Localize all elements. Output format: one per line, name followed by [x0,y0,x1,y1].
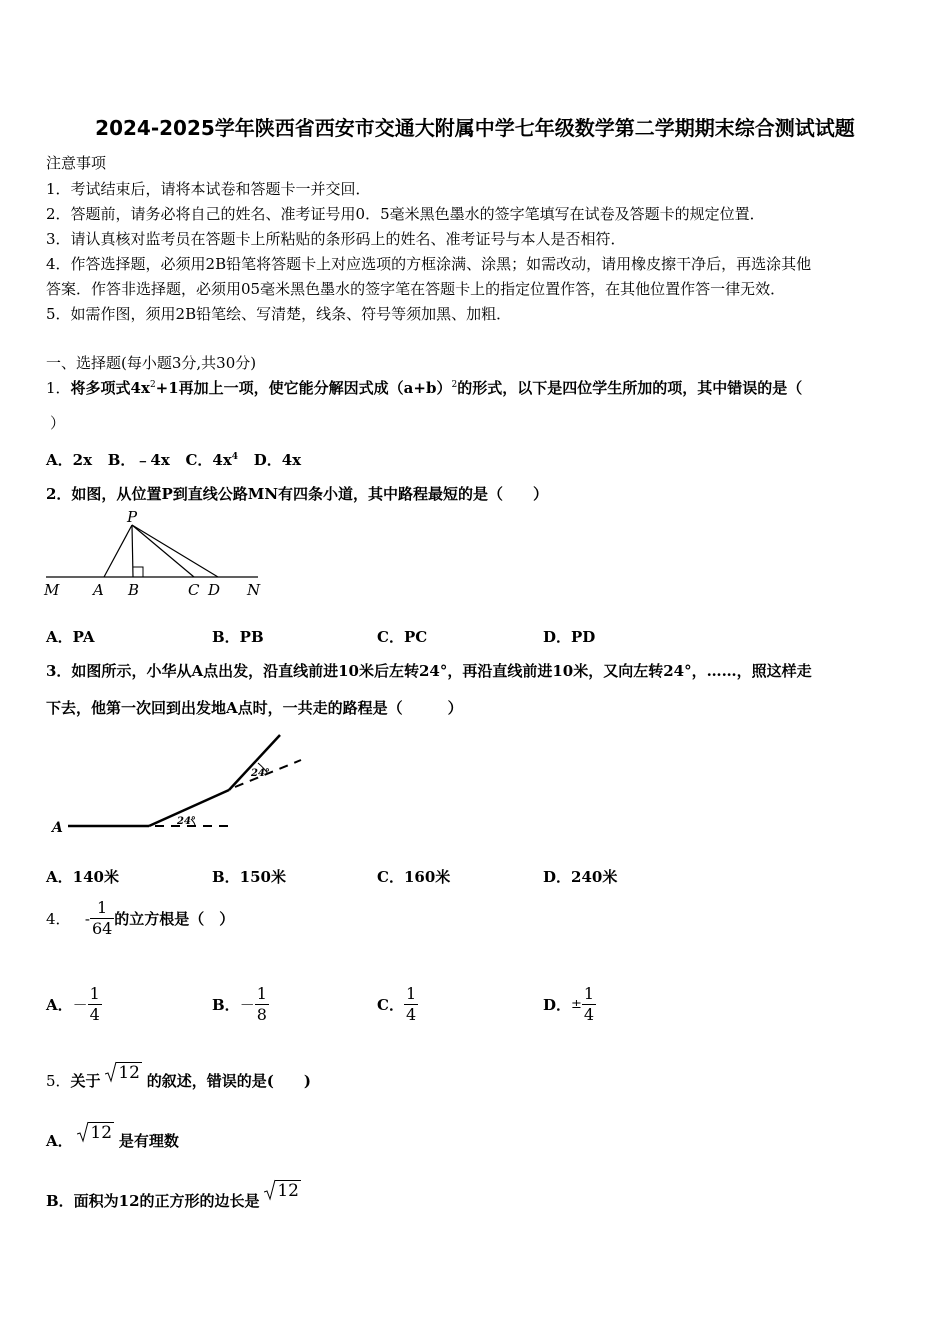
path-pb [132,525,133,577]
page-title: 2024-2025学年陕西省西安市交通大附属中学七年级数学第二学期期末综合测试试题 [95,116,855,140]
q4-fraction: $\frac{1}{64}$ [91,898,113,938]
q4-option-d[interactable]: D．± $\frac{1}{4}$ [543,984,595,1024]
q5-option-b[interactable]: B．面积为12的正方形的边长是 12 [46,1181,299,1210]
q4-option-a[interactable]: A．－ $\frac{1}{4}$ [46,984,100,1024]
path-pd [132,525,218,577]
question-2: 2．如图，从位置P到直线公路MN有四条小道，其中路程最短的是（ ） [46,485,549,503]
label-d: D [208,581,221,599]
label-b: B [128,581,140,599]
q1-text: +1再加上一项，使它能分解因式成（a+b） [155,379,452,397]
question-3-cont: 下去，他第一次回到出发地A点时，一共走的路程是（ ） [46,699,463,717]
q3-option-c[interactable]: C．160米 [377,868,451,886]
q5-option-a[interactable]: A． 12 是有理数 [46,1123,179,1150]
q4-neg: - [84,909,90,928]
notice-item: 2．答题前，请务必将自己的姓名、准考证号用0．5毫米黑色墨水的签字笔填写在试卷及答题卡的规定位置． [46,205,765,223]
question-4 [46,900,234,937]
q1-text: 将多项式4x [70,379,150,397]
label-a: A [93,581,104,599]
q2-figure [40,508,270,603]
label-p: P [127,508,138,526]
question-1 [46,377,802,398]
q1-close-paren: ） [50,414,66,432]
sqrt-12: 12 [264,1181,301,1201]
angle-label: 24° [177,816,196,827]
sqrt-12: 12 [77,1123,114,1143]
q5-text: 关于 [70,1072,101,1090]
q3-figure [45,728,315,840]
notice-heading: 注意事项 [46,154,107,172]
notice-item: 1．考试结束后，请将本试卷和答题卡一并交回． [46,180,371,198]
q1-text: 的形式，以下是四位学生所加的项，其中错误的是（ [457,379,803,397]
q3-option-d[interactable]: D．240米 [543,868,618,886]
q4-option-c[interactable]: C． $\frac{1}{4}$ [377,984,417,1024]
right-angle-mark [133,567,143,577]
label-n: N [247,581,261,599]
path-pa [104,525,132,577]
notice-item: 5．如需作图，须用2B铅笔绘、写清楚，线条、符号等须加黑、加粗． [46,305,512,323]
q1-option-b[interactable]: B．﹣4x [107,451,170,469]
q3-option-b[interactable]: B．150米 [212,868,286,886]
notice-item: 答案．作答非选择题，必须用05毫米黑色墨水的签字笔在答题卡上的指定位置作答，在其他位置作答一律无效． [46,280,786,298]
label-c: C [188,581,200,599]
question-5 [46,1063,311,1091]
q2-option-d[interactable]: D．PD [543,628,596,646]
q2-option-c[interactable]: C．PC [377,628,428,646]
sqrt-12: 12 [105,1063,142,1083]
q1-options [46,449,301,470]
q1-option-d[interactable]: D．4x [253,451,302,469]
q1-exponent: 2 [149,380,156,390]
q5-text: 的叙述，错误的是( ) [146,1072,311,1090]
q2-option-b[interactable]: B．PB [212,628,264,646]
q1-number: 1． [46,379,71,397]
q5-number: 5． [46,1072,71,1090]
angle-label: 24° [251,768,270,779]
label-m: M [44,581,60,599]
q1-option-c[interactable]: C．$4x^4$ [185,451,239,469]
path-pc [132,525,194,577]
q4-number: 4． [46,910,71,928]
q1-option-a[interactable]: A．2x [46,451,93,469]
notice-item: 3．请认真核对监考员在答题卡上所粘贴的条形码上的姓名、准考证号与本人是否相符． [46,230,626,248]
q3-option-a[interactable]: A．140米 [46,868,119,886]
section-heading: 一、选择题(每小题3分,共30分) [46,354,257,372]
q1-exponent: 2 [451,380,458,390]
q2-option-a[interactable]: A．PA [46,628,95,646]
question-3: 3．如图所示，小华从A点出发，沿直线前进10米后左转24°，再沿直线前进10米，又向左转24°，……，照这样走 [46,662,812,680]
notice-item: 4．作答选择题，必须用2B铅笔将答题卡上对应选项的方框涂满、涂黑；如需改动，请用橡皮擦干净后，再选涂其他 [46,255,812,273]
q4-option-b[interactable]: B．－ $\frac{1}{8}$ [212,984,267,1024]
segment-3 [229,735,280,790]
label-a: A [52,820,63,836]
q4-text: 的立方根是（ ） [114,910,235,928]
